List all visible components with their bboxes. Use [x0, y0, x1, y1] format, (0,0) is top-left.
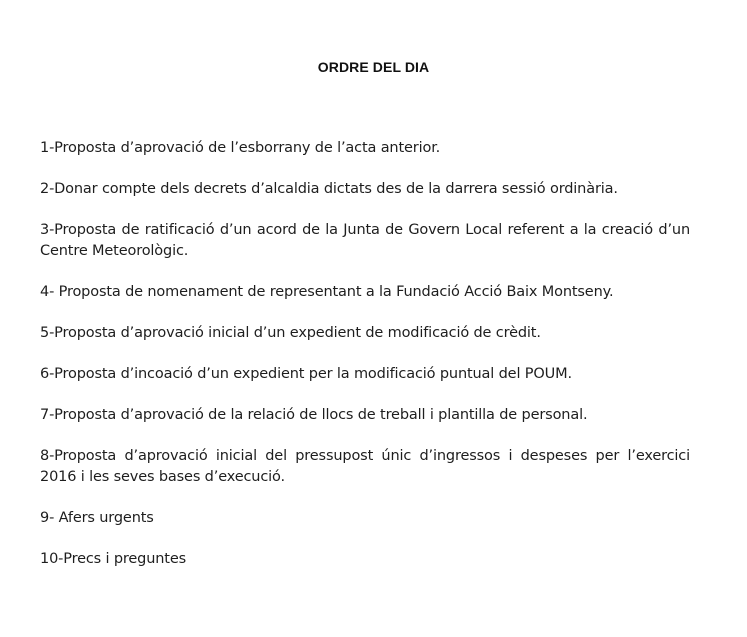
- agenda-item-3: 3-Proposta de ratificació d’un acord de la Junta de Govern Local referent a la creació d’un Centre Meteorològic.: [40, 222, 690, 259]
- agenda-item-4: 4- Proposta de nomenament de representant a la Fundació Acció Baix Montseny.: [40, 284, 614, 300]
- document-title: ORDRE DEL DIA: [317, 59, 430, 75]
- agenda-item-10: 10-Precs i preguntes: [40, 551, 187, 567]
- agenda-item-2: 2-Donar compte dels decrets d’alcaldia dictats des de la darrera sessió ordinària.: [40, 181, 618, 197]
- agenda-list: [40, 138, 690, 590]
- agenda-item-7: 7-Proposta d’aprovació de la relació de llocs de treball i plantilla de personal.: [40, 407, 588, 423]
- agenda-item-5: 5-Proposta d’aprovació inicial d’un expedient de modificació de crèdit.: [40, 325, 541, 341]
- agenda-item-1: 1-Proposta d’aprovació de l’esborrany de l’acta anterior.: [40, 140, 441, 156]
- agenda-item-8: 8-Proposta d’aprovació inicial del pressupost únic d’ingressos i despeses per l’exercici 2016 i les seves bases d’execució.: [40, 448, 690, 485]
- agenda-item-6: 6-Proposta d’incoació d’un expedient per la modificació puntual del POUM.: [40, 366, 572, 382]
- agenda-item-9: 9- Afers urgents: [40, 510, 154, 526]
